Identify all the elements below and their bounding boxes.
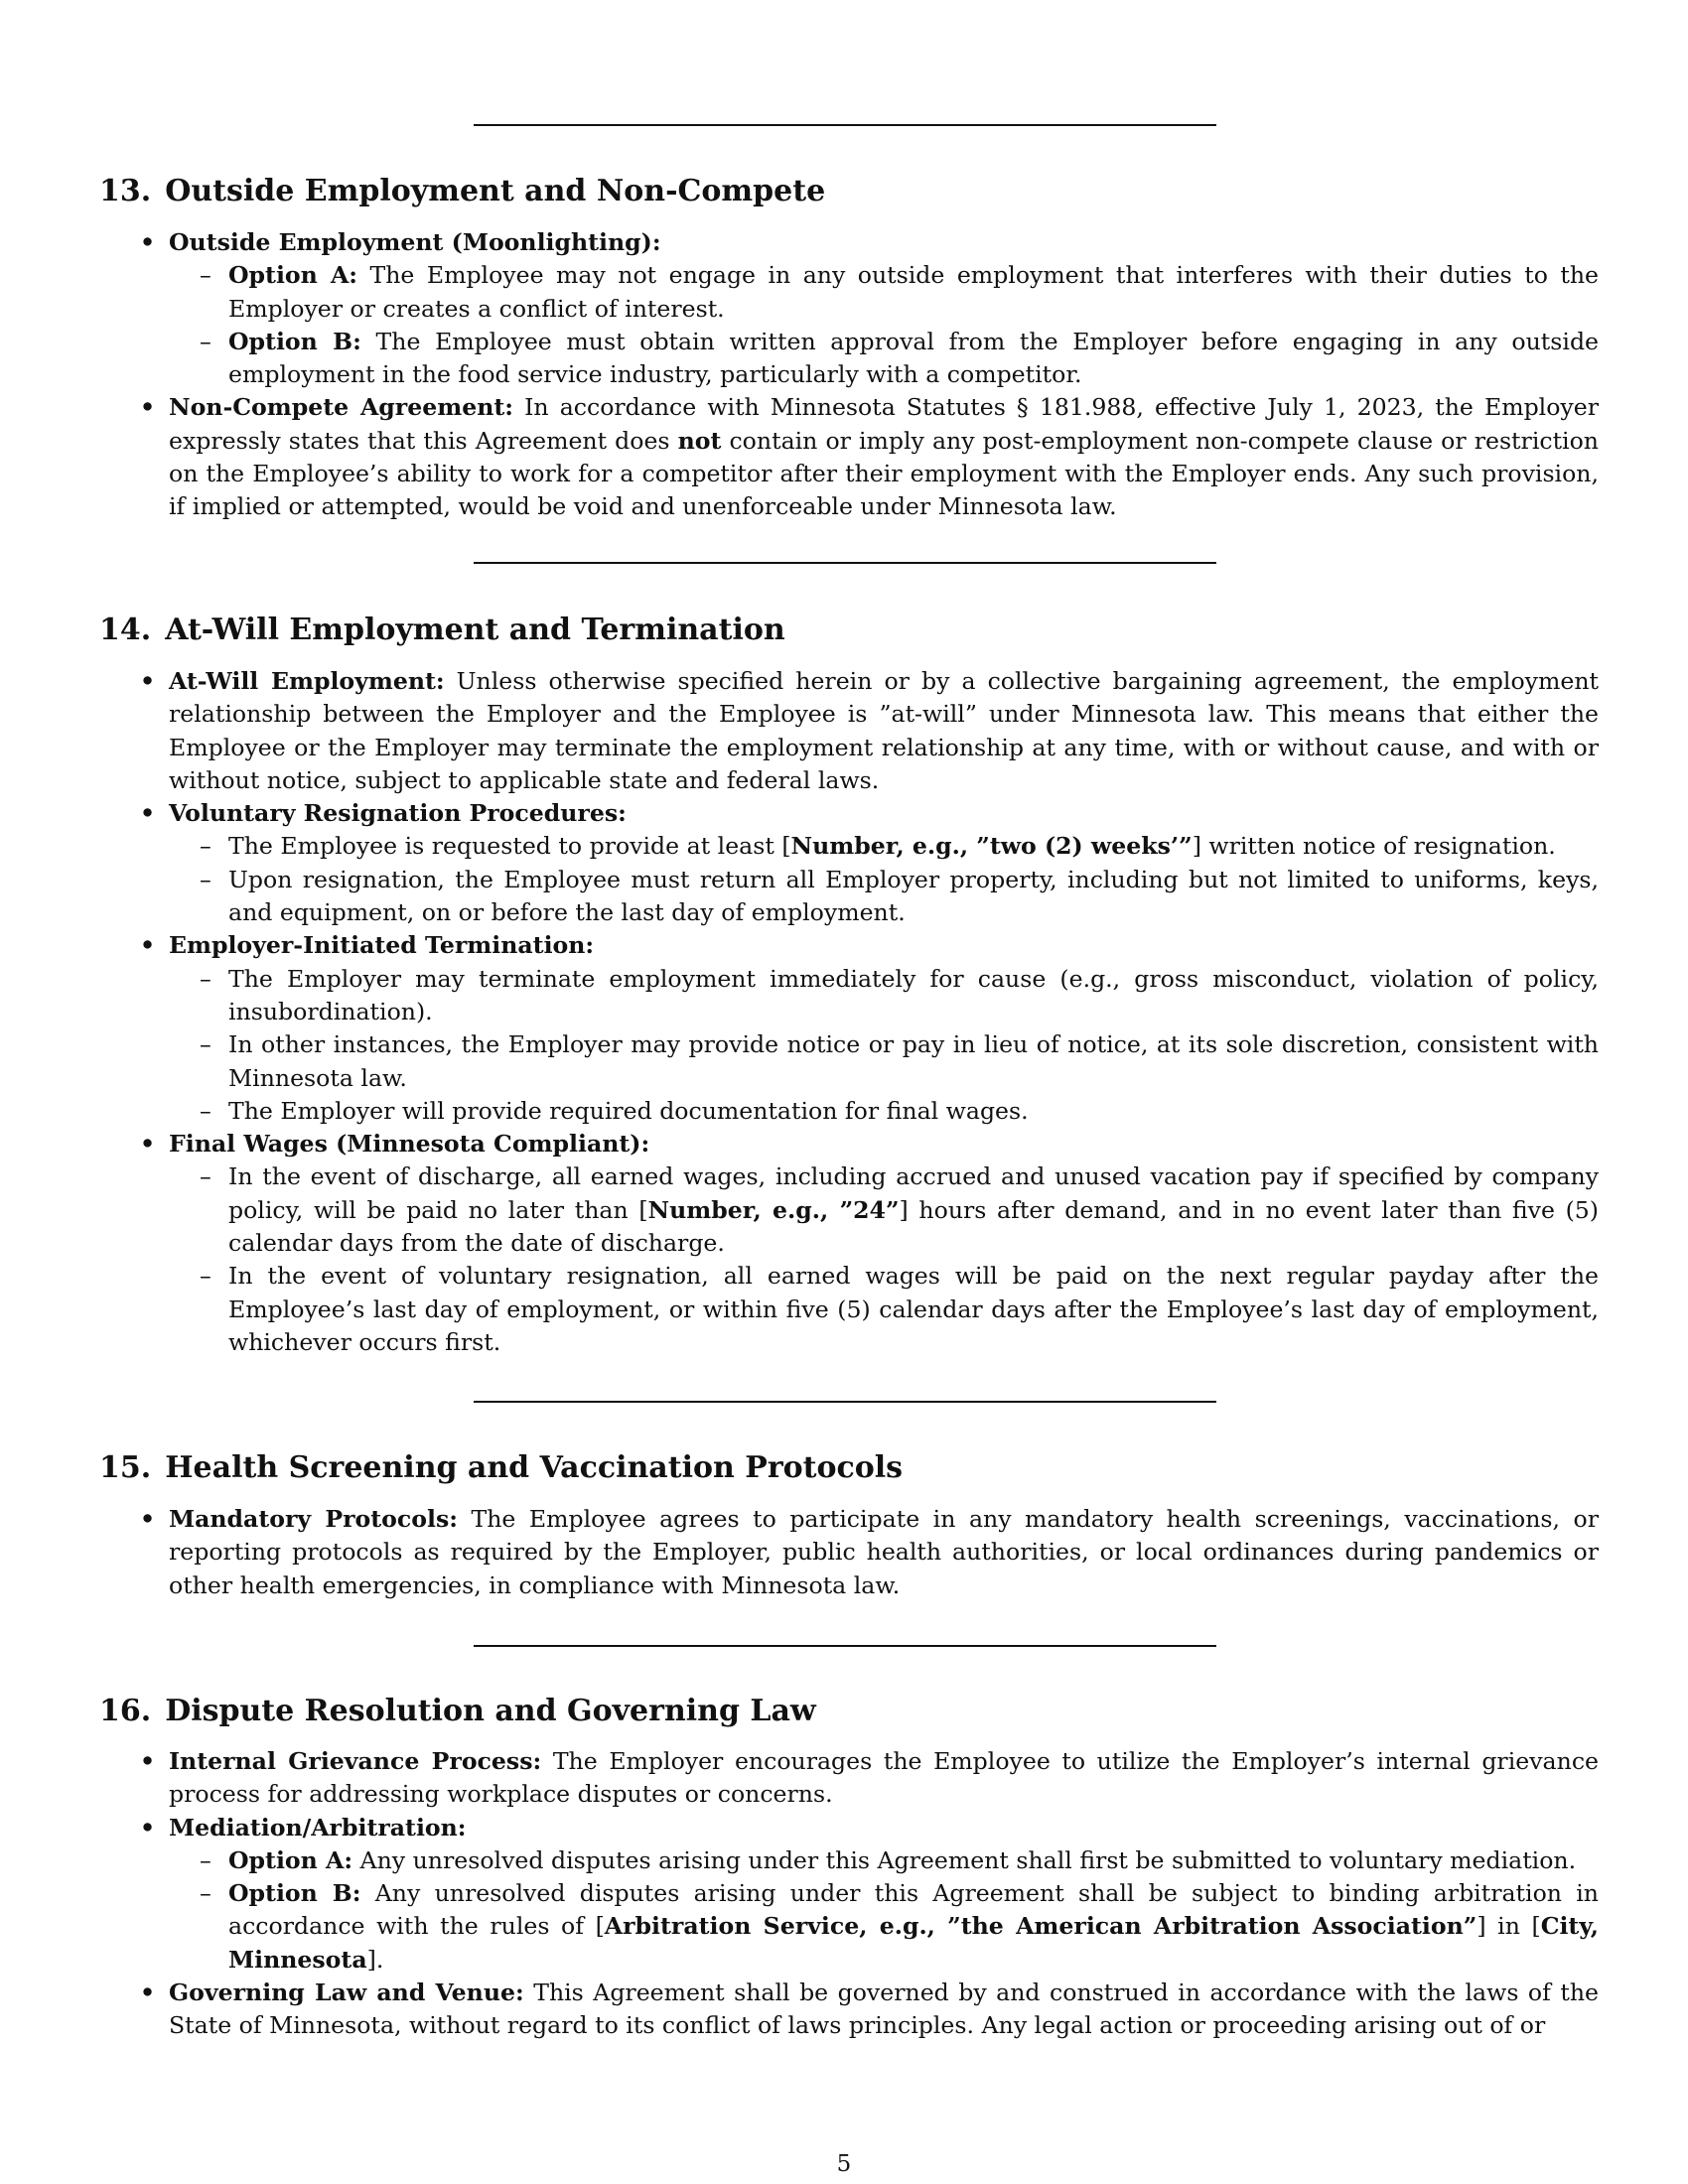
sublist — [200, 830, 1599, 929]
item-text: Unless otherwise specified herein or by a collective bargaining agreement, the employment relationship between the Employer and the Employee is ”at-will” under Minnesota law. This means that either the Employee or the Employer may terminate the employment relationship at any time, with or without cause, and with or without notice, subject to applicable state and federal laws. — [169, 667, 1600, 794]
dash-icon: – — [200, 327, 211, 355]
section-number: 14. — [99, 613, 152, 647]
item-text: The Employee agrees to participate in any mandatory health screenings, vaccinations, or reporting protocols as required by the Employer, public health authorities, or local ordinances during pandemics or other health emergencies, in compliance with Minnesota law. — [169, 1505, 1599, 1599]
dash-icon: – — [200, 1262, 211, 1291]
item-text: In the event of discharge, all earned wages, including accrued and unused vacation pay if specified by company policy, will be paid no later than [ — [228, 1162, 1599, 1224]
dash-icon: – — [200, 1162, 211, 1191]
section-16-heading — [99, 1694, 816, 1729]
item-label: Governing Law and Venue: — [169, 1979, 524, 2007]
sublist-item — [200, 830, 1599, 863]
list-item-mandatory-protocols — [140, 1503, 1599, 1602]
bullet-icon: • — [140, 228, 156, 256]
option-label: Option B: — [228, 1879, 361, 1908]
item-label: Voluntary Resignation Procedures: — [169, 799, 627, 828]
bullet-icon: • — [140, 931, 156, 960]
list-item-governing-law — [140, 1977, 1599, 2043]
option-label: Option A: — [228, 261, 358, 290]
bullet-icon: • — [140, 393, 156, 422]
list-item-resignation — [140, 797, 1599, 929]
list-item-at-will — [140, 665, 1600, 797]
bullet-icon: • — [140, 667, 156, 695]
option-text: The Employee may not engage in any outside employment that interferes with their duties to the Employer or creates a conflict of interest. — [228, 261, 1600, 323]
section-title: Dispute Resolution and Governing Law — [165, 1694, 816, 1728]
section-15-list — [140, 1503, 1599, 1602]
item-text: The Employer encourages the Employee to utilize the Employer’s internal grievance process for addressing workplace disputes or concerns. — [169, 1747, 1599, 1809]
sublist-item-option-b — [200, 326, 1600, 392]
item-text: The Employee is requested to provide at least [ — [228, 832, 791, 861]
list-item-non-compete — [140, 391, 1600, 523]
item-text: Upon resignation, the Employee must return all Employer property, including but not limited to uniforms, keys, and equipment, on or before the last day of employment. — [228, 865, 1599, 927]
sublist-item — [200, 963, 1599, 1029]
section-14-list — [140, 665, 1600, 1359]
item-text: In the event of voluntary resignation, all earned wages will be paid on the next regular payday after the Employee’s last day of employment, or within five (5) calendar days after the Employee’s last day of employment, whichever occurs first. — [228, 1262, 1599, 1356]
item-text: The Employer will provide required documentation for final wages. — [228, 1096, 1029, 1125]
page-number: 5 — [836, 2151, 852, 2177]
item-text: ] written notice of resignation. — [1192, 832, 1556, 861]
item-label: Mandatory Protocols: — [169, 1505, 458, 1533]
section-title: At-Will Employment and Termination — [165, 613, 785, 647]
item-text: The Employer may terminate employment immediately for cause (e.g., gross misconduct, violation of policy, insubordination). — [228, 964, 1599, 1025]
item-text: ] hours after demand, and in no event later than five (5) calendar days from the date of discharge. — [228, 1195, 1599, 1258]
sublist — [200, 1844, 1599, 1977]
section-15-heading — [99, 1450, 903, 1486]
sublist — [200, 963, 1599, 1128]
option-label: Option B: — [228, 327, 361, 355]
emphasis-text: not — [677, 426, 722, 455]
bullet-icon: • — [140, 1130, 156, 1159]
bullet-icon: • — [140, 1747, 156, 1775]
item-label: Final Wages (Minnesota Compliant): — [169, 1130, 650, 1159]
section-number: 16. — [99, 1694, 152, 1728]
item-text: contain or imply any post-employment non-compete clause or restriction on the Employee’s ability to work for a competitor after their employment with the Employer ends. Any such provision, if implied or attempted, would be void and unenforceable under Minnesota law. — [169, 426, 1600, 521]
sublist-item-option-a — [200, 1844, 1599, 1877]
sublist-item — [200, 1028, 1599, 1095]
dash-icon: – — [200, 261, 211, 290]
item-text: In accordance with Minnesota Statutes § 181.988, effective July 1, 2023, the Employer expressly states that this Agreement does — [169, 393, 1599, 455]
list-item-mediation — [140, 1812, 1599, 1977]
sublist-item — [200, 864, 1599, 930]
sublist-item — [200, 1260, 1599, 1359]
bullet-icon: • — [140, 1505, 156, 1533]
sublist-item — [200, 1095, 1599, 1128]
dash-icon: – — [200, 1845, 211, 1874]
sublist-item-option-a — [200, 259, 1600, 326]
sublist-item — [200, 1160, 1599, 1260]
section-title: Health Screening and Vaccination Protocols — [165, 1450, 904, 1485]
option-text: The Employee must obtain written approval from the Employer before engaging in any outside employment in the food service industry, particularly with a competitor. — [228, 327, 1600, 389]
placeholder-text: Number, e.g., ”24” — [647, 1195, 900, 1224]
section-number: 15. — [99, 1450, 152, 1485]
section-14-heading — [99, 613, 785, 648]
list-item-termination — [140, 929, 1599, 1128]
dash-icon: – — [200, 865, 211, 893]
item-label: Outside Employment (Moonlighting): — [169, 228, 661, 256]
option-label: Option A: — [228, 1845, 353, 1874]
list-item-final-wages — [140, 1128, 1599, 1359]
option-text: ]. — [366, 1945, 384, 1974]
option-text: Any unresolved disputes arising under this Agreement shall be subject to binding arbitration in accordance with the rules of [ — [228, 1879, 1599, 1941]
item-text: In other instances, the Employer may provide notice or pay in lieu of notice, at its sole discretion, consistent with Minnesota law. — [228, 1030, 1599, 1092]
dash-icon: – — [200, 1879, 211, 1908]
dash-icon: – — [200, 832, 211, 861]
list-item-outside-employment — [140, 226, 1600, 391]
section-divider — [474, 1401, 1216, 1403]
section-13-heading — [99, 174, 825, 209]
list-item-grievance — [140, 1745, 1599, 1812]
dash-icon: – — [200, 964, 211, 993]
item-label: At-Will Employment: — [169, 667, 445, 695]
item-label: Internal Grievance Process: — [169, 1747, 542, 1775]
section-13-list — [140, 226, 1600, 524]
section-16-list — [140, 1745, 1599, 2043]
placeholder-text: City, Minnesota — [228, 1912, 1599, 1974]
section-divider — [474, 562, 1216, 564]
sublist — [200, 1160, 1599, 1359]
item-text: This Agreement shall be governed by and construed in accordance with the laws of the State of Minnesota, without regard to its conflict of laws principles. Any legal action or proceeding arising out of or — [169, 1979, 1599, 2040]
bullet-icon: • — [140, 799, 156, 828]
section-divider — [474, 124, 1216, 126]
section-title: Outside Employment and Non-Compete — [165, 174, 826, 208]
dash-icon: – — [200, 1030, 211, 1059]
option-text: Any unresolved disputes arising under this Agreement shall first be submitted to voluntary mediation. — [352, 1845, 1577, 1874]
option-text: ] in [ — [1477, 1912, 1541, 1941]
item-label: Non-Compete Agreement: — [169, 393, 513, 422]
item-label: Mediation/Arbitration: — [169, 1813, 467, 1842]
bullet-icon: • — [140, 1813, 156, 1842]
dash-icon: – — [200, 1096, 211, 1125]
placeholder-text: Number, e.g., ”two (2) weeks’” — [790, 832, 1193, 861]
bullet-icon: • — [140, 1979, 156, 2007]
sublist-item-option-b — [200, 1877, 1599, 1977]
section-divider — [474, 1645, 1216, 1647]
placeholder-text: Arbitration Service, e.g., ”the American Arbitration Association” — [604, 1912, 1477, 1941]
sublist — [200, 259, 1600, 391]
item-label: Employer-Initiated Termination: — [169, 931, 595, 960]
section-number: 13. — [99, 174, 152, 208]
